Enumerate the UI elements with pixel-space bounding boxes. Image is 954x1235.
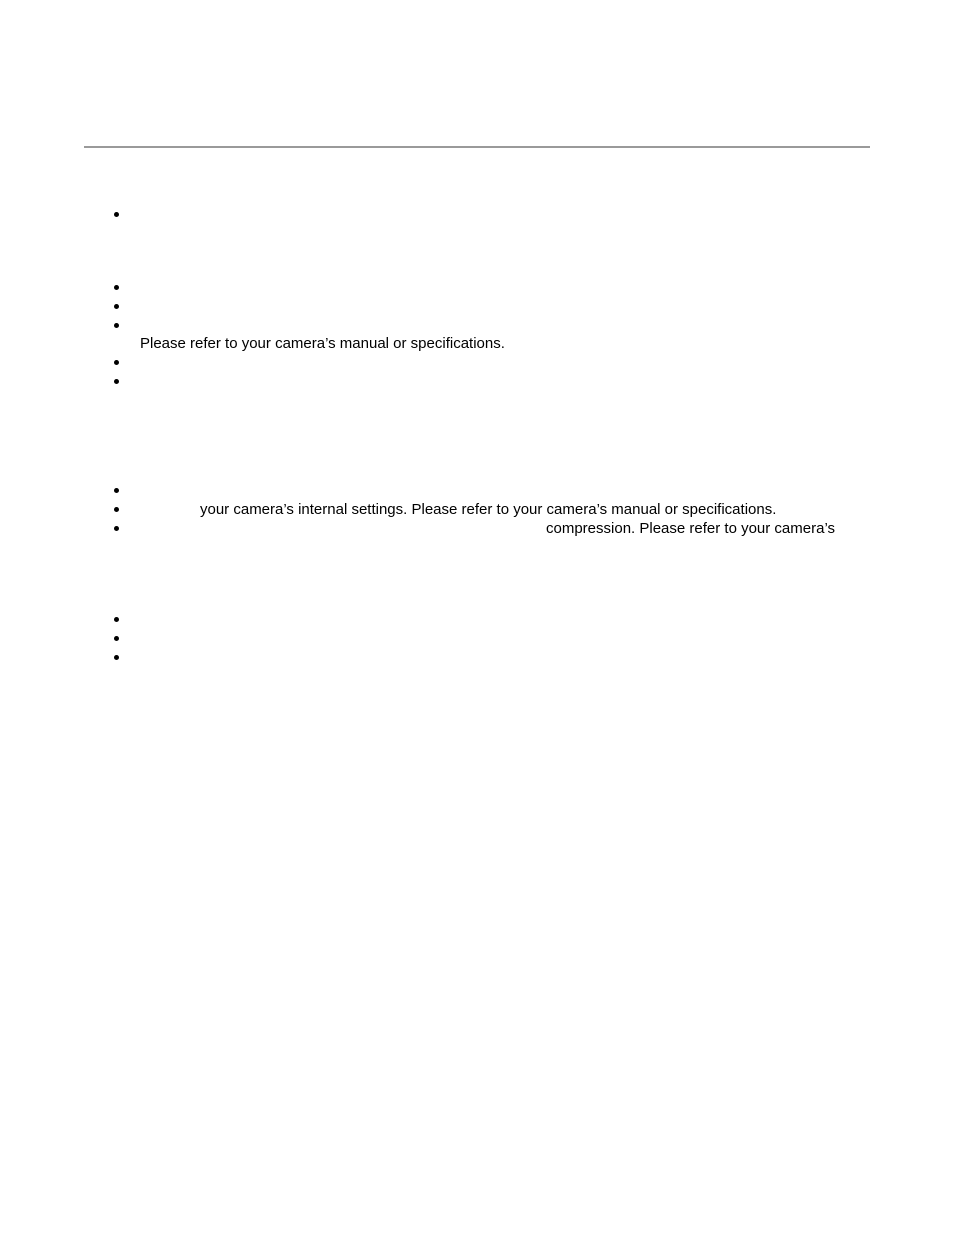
bullet-marker — [113, 359, 121, 367]
bullet-marker — [113, 322, 121, 330]
bullet-marker — [113, 378, 121, 386]
bullet-marker — [113, 654, 121, 662]
bullet-marker — [113, 211, 121, 219]
bullet-marker — [113, 616, 121, 624]
list-item-text: your camera’s internal settings. Please refer to your camera’s manual or specifications. — [200, 501, 777, 518]
bullet-marker — [113, 284, 121, 292]
bullet-marker — [113, 506, 121, 514]
list-item-continuation: Please refer to your camera’s manual or specifications. — [140, 335, 505, 352]
bullet-marker — [113, 525, 121, 533]
list-item-text: compression. Please refer to your camera’s — [546, 520, 836, 537]
bullet-marker — [113, 635, 121, 643]
bullet-marker — [113, 487, 121, 495]
header-divider — [84, 146, 870, 148]
bullet-marker — [113, 303, 121, 311]
